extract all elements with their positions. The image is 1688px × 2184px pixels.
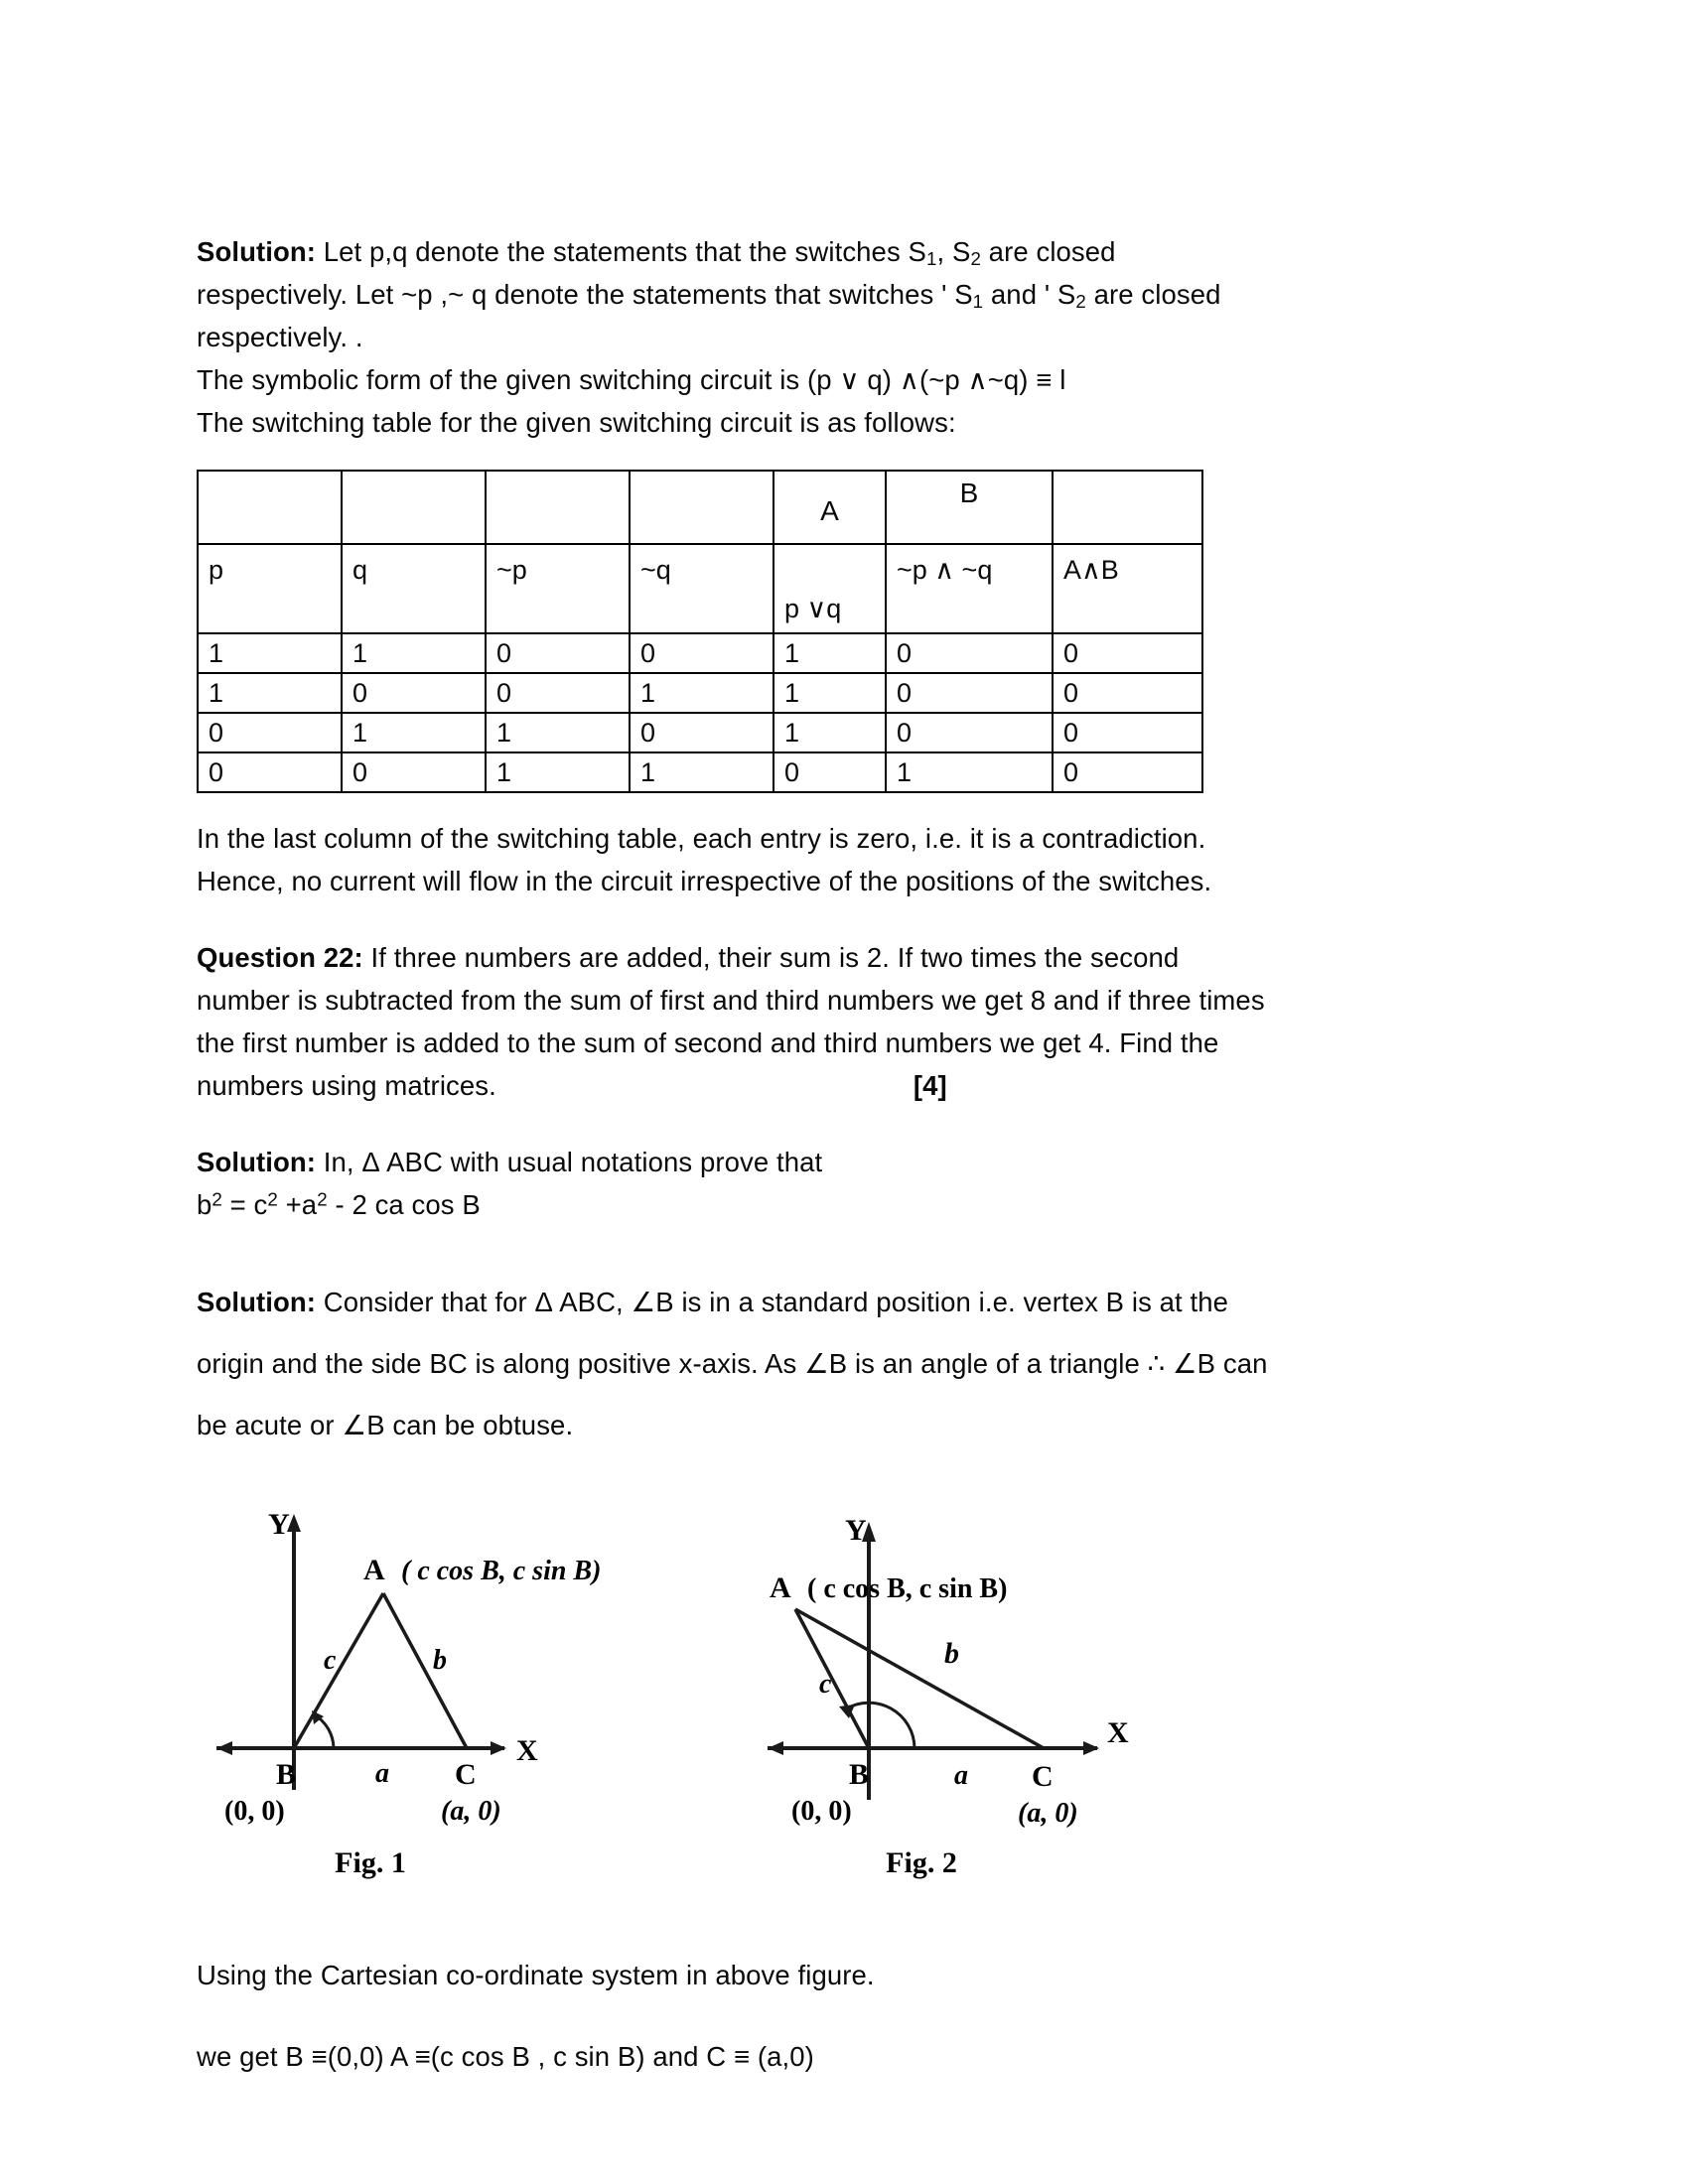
cell: 1 (630, 673, 774, 713)
side-b-label: b (944, 1637, 959, 1670)
vertex-b-coords-label: (0, 0) (224, 1796, 285, 1827)
s2-prime-subscript: 2 (1075, 291, 1086, 313)
header-cell-not-q: ~q (630, 544, 774, 633)
formula-b: b (197, 1189, 212, 1220)
header-cell-notp-and-notq: ~p ∧ ~q (886, 544, 1053, 633)
conclusion-line-2: Hence, no current will flow in the circuit irrespective of the positions of the switches. (197, 866, 1212, 896)
solution-1-line-2-c: are closed (1085, 279, 1221, 310)
solution-2-text: In, Δ ABC with usual notations prove that (316, 1147, 823, 1177)
solution-3-line-3: be acute or ∠B can be obtuse. (197, 1410, 574, 1440)
spacer (197, 2006, 1487, 2026)
table-row (198, 713, 1202, 752)
symbolic-form-line: The symbolic form of the given switching circuit is (p ∨ q) ∧(~p ∧~q) ≡ l (197, 364, 1066, 395)
vertex-b-label: B (276, 1758, 297, 1791)
side-b-label: b (433, 1645, 447, 1676)
closing-line-1: Using the Cartesian co-ordinate system in above figure. (197, 1960, 875, 1990)
solution-1-block (197, 230, 1487, 444)
header-top-cell-a: A (774, 471, 886, 544)
y-axis-label: Y (268, 1508, 290, 1541)
vertex-c-coords-label: (a, 0) (441, 1796, 501, 1827)
question-22-text: If three numbers are added, their sum is 2. If two times the second (362, 942, 1180, 973)
formula-plus-a: +a (277, 1189, 318, 1220)
header-top-cell-1 (198, 471, 342, 544)
table-row (198, 633, 1202, 673)
y-axis-label: Y (845, 1514, 867, 1547)
question-22-line-4 (197, 1064, 1487, 1107)
figure-2-drawing (758, 1492, 1274, 1849)
header-cell-a-and-b: A∧B (1053, 544, 1202, 633)
s2-subscript: 2 (970, 248, 981, 270)
vertex-a-label: A (363, 1554, 385, 1586)
solution-1-line-3: respectively. . (197, 322, 363, 352)
cell: 1 (774, 673, 886, 713)
cell: 0 (198, 713, 342, 752)
conclusion-line-1: In the last column of the switching table, each entry is zero, i.e. it is a contradiction. (197, 823, 1206, 854)
cell: 1 (198, 633, 342, 673)
cell: 0 (1053, 633, 1202, 673)
closing-block (197, 1945, 1487, 2088)
cell: 1 (198, 673, 342, 713)
vertex-b-label: B (849, 1758, 870, 1791)
solution-3-line-1 (197, 1272, 1487, 1333)
switching-table (197, 470, 1203, 793)
side-c-label: c (324, 1645, 337, 1676)
cell: 1 (774, 713, 886, 752)
spacer (197, 902, 1487, 936)
solution-1-line-1-b: , S (936, 236, 971, 267)
s1-subscript: 1 (926, 248, 937, 270)
table-header-bottom-row (198, 544, 1202, 633)
side-a-label: a (375, 1758, 389, 1789)
cell: 0 (342, 752, 486, 792)
vertex-b-coords-label: (0, 0) (791, 1796, 852, 1827)
cell: 1 (886, 752, 1053, 792)
side-c-line (294, 1593, 383, 1748)
document-content (197, 230, 1487, 2088)
x-axis-left-arrow (216, 1741, 232, 1755)
header-top-cell-b: B (886, 471, 1053, 544)
solution-1-line-1 (197, 230, 1487, 273)
figure-1 (207, 1492, 723, 1880)
cell: 0 (886, 713, 1053, 752)
vertex-a-label: A (770, 1571, 791, 1604)
question-22-label: Question 22: (197, 942, 363, 973)
solution-1-line-1-c: are closed (980, 236, 1116, 267)
formula-eq-c: = c (221, 1189, 268, 1220)
cell: 1 (486, 713, 630, 752)
cell: 1 (486, 752, 630, 792)
question-22-line-4-text: numbers using matrices. (197, 1070, 496, 1101)
figure-1-drawing (207, 1492, 723, 1849)
solution-1-line-2-a: respectively. Let ~p ,~ q denote the statements that switches ' S (197, 279, 973, 310)
header-cell-p-or-q: p ∨q (774, 544, 886, 633)
exp-2-a: 2 (211, 1188, 222, 1210)
solution-1-line-1-a: Let p,q denote the statements that the switches S (316, 236, 926, 267)
cell: 1 (774, 633, 886, 673)
solution-2-line-1 (197, 1141, 1487, 1183)
closing-line-2: we get B ≡(0,0) A ≡(c cos B , c sin B) and C ≡ (a,0) (197, 2041, 814, 2072)
x-axis-label: X (516, 1734, 538, 1767)
solution-3-block (197, 1272, 1487, 1456)
formula-tail: - 2 ca cos B (327, 1189, 481, 1220)
solution-3-label: Solution: (197, 1287, 317, 1317)
cell: 0 (886, 673, 1053, 713)
x-axis-right-arrow (1083, 1741, 1099, 1755)
header-top-cell-2 (342, 471, 486, 544)
cell: 1 (342, 633, 486, 673)
vertex-c-label: C (455, 1758, 477, 1791)
spacer (197, 1107, 1487, 1141)
table-row (198, 673, 1202, 713)
side-a-label: a (954, 1760, 968, 1791)
question-22-marks: [4] (913, 1070, 947, 1101)
cell: 0 (1053, 673, 1202, 713)
vertex-a-coords-label: ( c cos B, c sin B) (807, 1573, 1008, 1604)
question-22-line-1 (197, 936, 1487, 979)
solution-1-line-2 (197, 273, 1487, 316)
side-c-label: c (819, 1669, 832, 1700)
solution-1-line-2-b: and ' S (983, 279, 1076, 310)
figures-container (197, 1492, 1487, 1919)
figure-2 (758, 1492, 1274, 1880)
header-top-cell-4 (630, 471, 774, 544)
cell: 0 (486, 673, 630, 713)
exp-2-c: 2 (317, 1188, 328, 1210)
question-22-line-3: the first number is added to the sum of second and third numbers we get 4. Find the (197, 1027, 1219, 1058)
cell: 0 (630, 713, 774, 752)
solution-2-block (197, 1141, 1487, 1226)
solution-2-label: Solution: (197, 1147, 317, 1177)
figure-1-caption: Fig. 1 (335, 1846, 406, 1879)
figure-2-caption: Fig. 2 (886, 1846, 957, 1879)
header-cell-p: p (198, 544, 342, 633)
cell: 1 (342, 713, 486, 752)
header-top-cell-3 (486, 471, 630, 544)
table-header-top-row (198, 471, 1202, 544)
cell: 0 (630, 633, 774, 673)
solution-3-text: Consider that for Δ ABC, ∠B is in a standard position i.e. vertex B is at the (316, 1287, 1229, 1317)
cell: 1 (630, 752, 774, 792)
question-22-line-2: number is subtracted from the sum of first and third numbers we get 8 and if three times (197, 985, 1265, 1016)
exp-2-b: 2 (267, 1188, 278, 1210)
cell: 0 (886, 633, 1053, 673)
switching-table-wrapper (197, 470, 1487, 793)
cell: 0 (486, 633, 630, 673)
x-axis-left-arrow (768, 1741, 783, 1755)
x-axis-right-arrow (491, 1741, 506, 1755)
solution-1-label: Solution: (197, 236, 317, 267)
conclusion-block (197, 817, 1487, 902)
cell: 0 (774, 752, 886, 792)
solution-3-line-2: origin and the side BC is along positive x-axis. As ∠B is an angle of a triangle ∴ ∠B can (197, 1348, 1268, 1379)
cell: 0 (1053, 752, 1202, 792)
cell: 0 (342, 673, 486, 713)
header-top-cell-7 (1053, 471, 1202, 544)
vertex-a-coords-label: ( c cos B, c sin B) (401, 1556, 602, 1586)
cell: 0 (1053, 713, 1202, 752)
vertex-c-label: C (1032, 1760, 1054, 1793)
table-row (198, 752, 1202, 792)
header-cell-not-p: ~p (486, 544, 630, 633)
header-cell-q: q (342, 544, 486, 633)
cell: 0 (198, 752, 342, 792)
solution-2-formula (197, 1183, 1487, 1226)
spacer (197, 1226, 1487, 1272)
x-axis-label: X (1107, 1716, 1129, 1749)
vertex-c-coords-label: (a, 0) (1018, 1798, 1078, 1829)
question-22-block (197, 936, 1487, 1107)
side-b-line (383, 1593, 467, 1748)
s1-prime-subscript: 1 (972, 291, 984, 313)
switching-table-intro: The switching table for the given switching circuit is as follows: (197, 407, 956, 438)
